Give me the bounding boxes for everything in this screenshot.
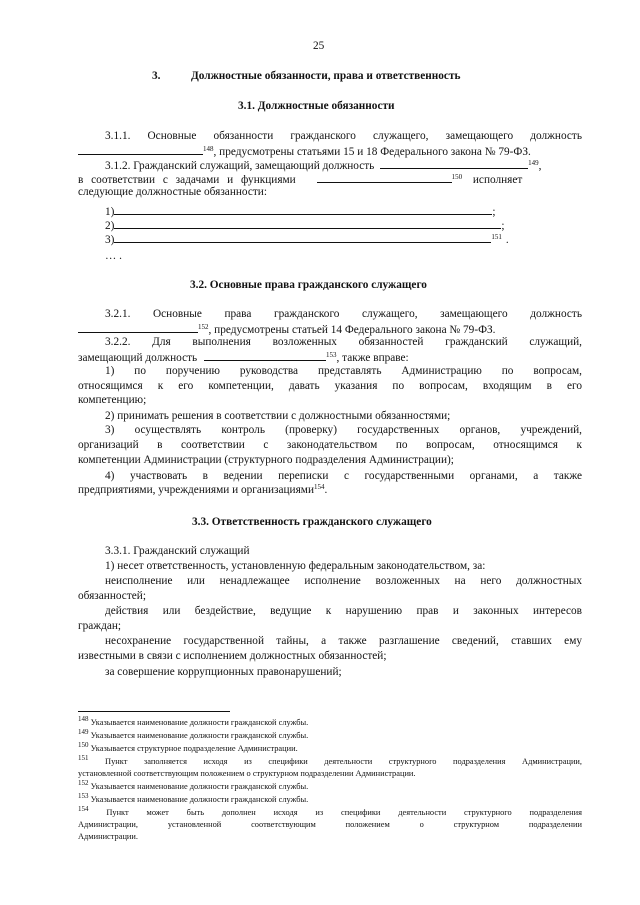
blank-field — [317, 172, 452, 183]
footnote-ref: 151 — [491, 233, 502, 241]
blank-field — [380, 158, 528, 169]
footnote-153: $^{153}$ Указывается наименование должности гражданской службы. — [78, 792, 309, 804]
paragraph-3-3-1: 3.3.1. Гражданский служащий — [105, 545, 250, 557]
footnote-ref: 153 — [326, 351, 337, 359]
footnote-154-line3: Администрации. — [78, 832, 138, 841]
footnote-149: $^{149}$ Указывается наименование должности гражданской службы. — [78, 728, 309, 740]
page-number: 25 — [313, 40, 325, 52]
subsection-title-3-3: 3.3. Ответственность гражданского служащего — [192, 516, 432, 528]
paragraph-3-1-1-line1: 3.1.1. Основные обязанности гражданского служащего, замещающего должность — [105, 130, 582, 142]
paragraph-3-1-2-line3: следующие должностные обязанности: — [78, 186, 267, 198]
blank-field — [114, 204, 492, 215]
footnote-148: $^{148}$ Указывается наименование должности гражданской службы. — [78, 715, 309, 727]
footnote-ref: 148 — [203, 145, 214, 153]
duty-item-1: 1) ; — [105, 206, 496, 218]
paragraph-3-2-2-line1: 3.2.2. Для выполнения возложенных обязанностей гражданский служащий, — [105, 336, 582, 348]
subsection-title-3-2: 3.2. Основные права гражданского служащего — [190, 279, 427, 291]
blank-field — [78, 322, 198, 333]
section-number: 3. — [152, 70, 161, 82]
duty-item-3: 3) $^{151}$ . — [105, 233, 509, 246]
right-3-line1: 3) осуществлять контроль (проверку) государственных органов, учреждений, — [105, 424, 582, 436]
right-4-line1: 4) участвовать в ведении переписки с государственными органами, а также — [105, 470, 582, 482]
obligation-1c-line2: известными в связи с исполнением должностных обязанностей; — [78, 650, 387, 662]
duty-item-2: 2) ; — [105, 220, 505, 232]
footnote-150: $^{150}$ Указывается структурное подразделение Администрации. — [78, 741, 298, 753]
right-3-line2: организаций в соответствии с законодательством по вопросам, относящимся к — [78, 439, 582, 451]
footnote-ref: 152 — [198, 323, 209, 331]
footnote-154-line1: $^{154}$ Пункт может быть дополнен исходя из специфики деятельности структурного подразделения — [78, 805, 582, 817]
duty-ellipsis: … . — [105, 250, 122, 262]
footnote-152: $^{152}$ Указывается наименование должности гражданской службы. — [78, 779, 309, 791]
obligation-1d: за совершение коррупционных правонарушений; — [105, 666, 342, 678]
obligation-1: 1) несет ответственность, установленную федеральным законодательством, за: — [105, 560, 486, 572]
paragraph-3-1-1-line2: $^{148}$, предусмотрены статьями 15 и 18 Федерального закона № 79-ФЗ. — [78, 144, 531, 160]
paragraph-3-2-1-line2: $^{152}$, предусмотрены статьей 14 Федерального закона № 79-ФЗ. — [78, 322, 495, 338]
right-2: 2) принимать решения в соответствии с должностными обязанностями; — [105, 410, 451, 422]
right-3-line3: компетенции Администрации (структурного подразделения Администрации); — [78, 454, 454, 466]
section-title: Должностные обязанности, права и ответственность — [191, 70, 461, 82]
obligation-1c-line1: несохранение государственной тайны, а также разглашение сведений, ставших ему — [105, 635, 582, 647]
blank-field — [114, 232, 491, 243]
right-1-line2: относящимся к его компетенции, давать указания по вопросам, входящим в его — [78, 380, 582, 392]
obligation-1b-line1: действия или бездействие, ведущие к нарушению прав и законных интересов — [105, 605, 582, 617]
obligation-1b-line2: граждан; — [78, 620, 122, 632]
blank-field — [78, 144, 203, 155]
footnote-151-line1: $^{151}$ Пункт заполняется исходя из специфики деятельности структурного подразделения Администрации, — [78, 754, 582, 766]
obligation-1a-line2: обязанностей; — [78, 590, 146, 602]
footnote-ref: 150 — [451, 173, 463, 181]
footnote-151-line2: установленной соответствующим положением о структурном подразделении Администрации. — [78, 769, 416, 778]
blank-field — [204, 350, 326, 361]
right-4-line2: предприятиями, учреждениями и организациями$^{154}$. — [78, 483, 328, 496]
paragraph-3-2-1-line1: 3.2.1. Основные права гражданского служащего, замещающего должность — [105, 308, 582, 320]
footnote-separator — [78, 711, 230, 712]
paragraph-3-1-2-line1: 3.1.2. Гражданский служащий, замещающий должность $^{149}$, — [105, 159, 542, 172]
right-1-line3: компетенцию; — [78, 394, 147, 406]
right-1-line1: 1) по поручению руководства представлять Администрацию по вопросам, — [105, 365, 582, 377]
footnote-ref: 154 — [314, 483, 325, 491]
subsection-title-3-1: 3.1. Должностные обязанности — [238, 100, 395, 112]
footnote-154-line2: Администрации, установленной соответствующим положением о структурном подразделении — [78, 820, 582, 829]
footnote-ref: 149 — [528, 159, 539, 167]
paragraph-3-1-2-line2: в соответствии с задачами и функциями $^{150}$ исполняет — [78, 173, 523, 186]
paragraph-3-2-2-line2: замещающий должность $^{153}$, также вправе: — [78, 351, 409, 364]
blank-field — [114, 218, 501, 229]
obligation-1a-line1: неисполнение или ненадлежащее исполнение возложенных на него должностных — [105, 575, 582, 587]
